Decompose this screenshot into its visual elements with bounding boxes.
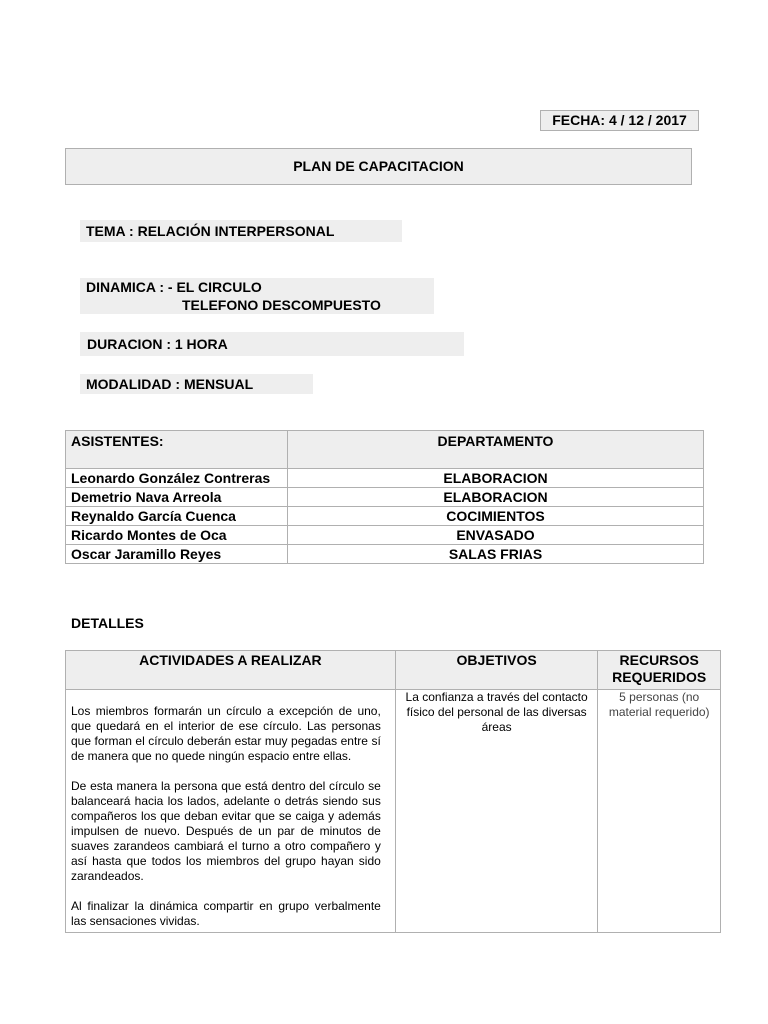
tema-field: TEMA : RELACIÓN INTERPERSONAL — [80, 220, 402, 242]
table-row — [66, 526, 704, 545]
header-recursos — [598, 651, 721, 690]
asistente-dept: SALAS FRIAS — [288, 545, 704, 564]
asistente-dept: ENVASADO — [288, 526, 704, 545]
asistente-dept: ELABORACION — [288, 488, 704, 507]
asistentes-table — [65, 430, 704, 564]
objetivos-cell: La confianza a través del contacto físico del personal de las diversas áreas — [395, 690, 598, 933]
dinamica-field — [80, 278, 434, 314]
header-departamento: DEPARTAMENTO — [288, 431, 704, 469]
actividad-paragraph: De esta manera la persona que está dentro del círculo se balanceará hacia los lados, adelante o detrás siendo sus compañeros los que deban evitar que se caiga y además impulsen de nuevo. Después de un par de minutos de suaves zarandeos cambiará el turno a otro compañero y así hasta que todos los miembros del grupo hayan sido zarandeados. — [71, 779, 381, 883]
table-header-row — [66, 651, 721, 690]
dinamica-line-1: DINAMICA : - EL CIRCULO — [86, 279, 262, 295]
actividad-paragraph: Al finalizar la dinámica compartir en grupo verbalmente las sensaciones vividas. — [71, 899, 381, 928]
asistente-dept: COCIMIENTOS — [288, 507, 704, 526]
header-recursos-line-1: RECURSOS — [619, 652, 699, 668]
actividad-paragraph: Los miembros formarán un círculo a excepción de uno, que quedará en el interior de ese círculo. Las personas que forman el círculo deberán estar muy pegadas entre sí de manera que no quede ningún espacio entre ellas. — [71, 704, 381, 763]
recursos-cell: 5 personas (no material requerido) — [598, 690, 721, 933]
actividades-cell — [66, 690, 396, 933]
actividades-table — [65, 650, 721, 933]
header-actividades: ACTIVIDADES A REALIZAR — [66, 651, 396, 690]
asistente-name: Reynaldo García Cuenca — [66, 507, 288, 526]
modalidad-field: MODALIDAD : MENSUAL — [80, 374, 313, 394]
header-objetivos: OBJETIVOS — [395, 651, 598, 690]
asistente-name: Leonardo González Contreras — [66, 469, 288, 488]
table-row — [66, 545, 704, 564]
asistente-dept: ELABORACION — [288, 469, 704, 488]
asistente-name: Ricardo Montes de Oca — [66, 526, 288, 545]
table-row — [66, 488, 704, 507]
table-row — [66, 507, 704, 526]
dinamica-line-2: TELEFONO DESCOMPUESTO — [182, 297, 381, 313]
date-label: FECHA: 4 / 12 / 2017 — [540, 110, 699, 131]
page-title: PLAN DE CAPACITACION — [65, 148, 692, 185]
header-asistentes: ASISTENTES: — [66, 431, 288, 469]
duracion-field: DURACION : 1 HORA — [80, 332, 464, 356]
table-row — [66, 690, 721, 933]
table-row — [66, 469, 704, 488]
header-recursos-line-2: REQUERIDOS — [612, 669, 707, 685]
table-header-row — [66, 431, 704, 469]
asistente-name: Demetrio Nava Arreola — [66, 488, 288, 507]
detalles-heading: DETALLES — [71, 615, 144, 631]
asistente-name: Oscar Jaramillo Reyes — [66, 545, 288, 564]
